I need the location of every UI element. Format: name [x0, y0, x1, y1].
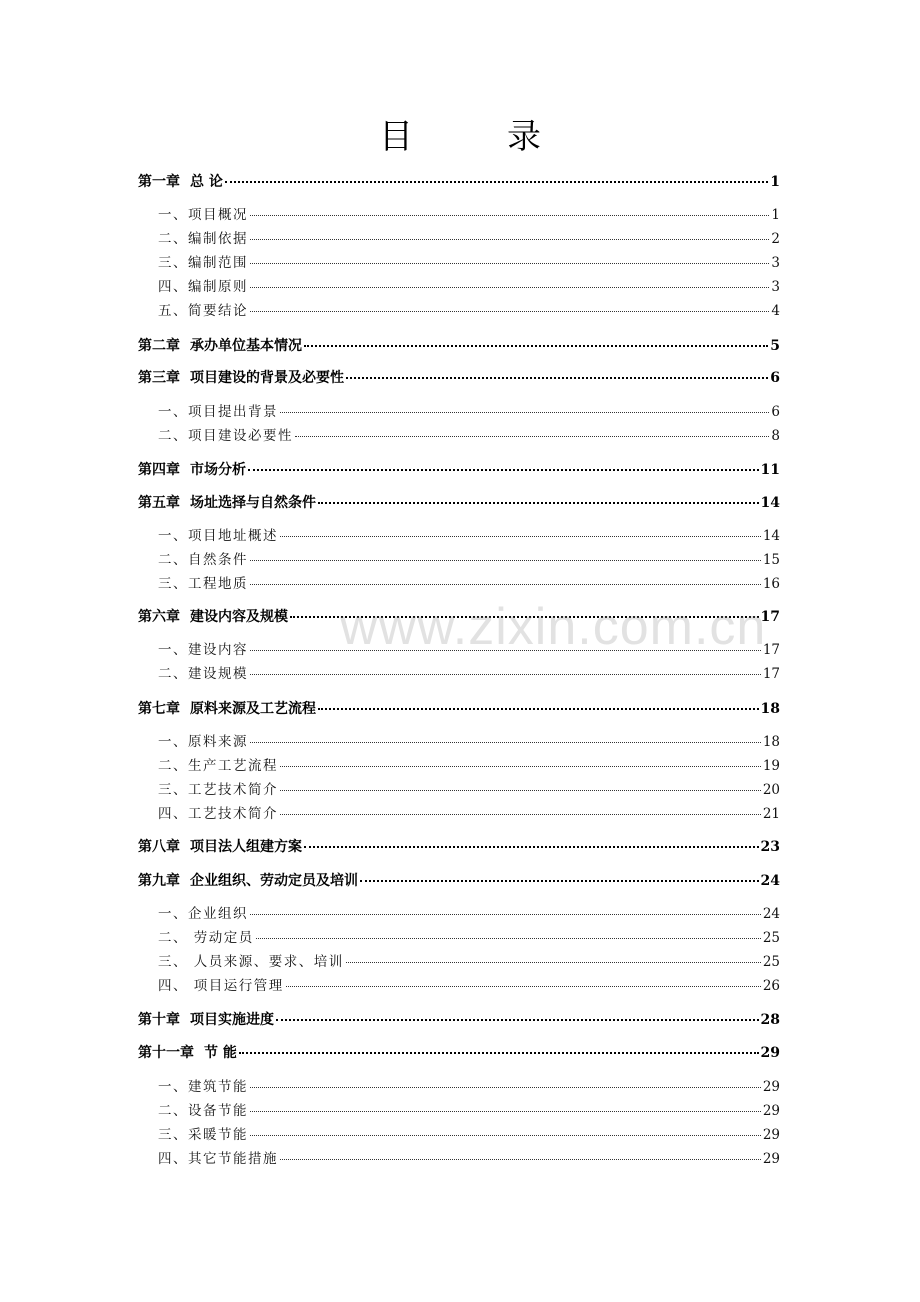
- chapter-number: 第七章: [138, 701, 180, 717]
- toc-section[interactable]: [138, 780, 780, 800]
- dot-leader: [250, 262, 769, 264]
- dot-leader: [250, 238, 769, 240]
- dot-leader: [290, 615, 759, 618]
- page-number: 29: [762, 1079, 780, 1095]
- toc-section[interactable]: [138, 1149, 780, 1169]
- toc-chapter-2[interactable]: [138, 336, 780, 356]
- toc-section[interactable]: [138, 976, 780, 996]
- dot-leader: [280, 789, 761, 791]
- page-number: 28: [760, 1012, 780, 1028]
- section-title: 三、工程地质: [158, 576, 248, 592]
- toc-chapter-11[interactable]: [138, 1043, 780, 1063]
- chapter-title: 企业组织、劳动定员及培训: [190, 873, 358, 889]
- toc-section[interactable]: [138, 756, 780, 776]
- page-number: 1: [771, 207, 780, 223]
- page-number: 29: [762, 1103, 780, 1119]
- toc-chapter-8[interactable]: [138, 837, 780, 857]
- section-title: 二、自然条件: [158, 552, 248, 568]
- toc-section[interactable]: [138, 640, 780, 660]
- section-title: 三、采暖节能: [158, 1127, 248, 1143]
- page-title: 目 录: [379, 117, 571, 157]
- dot-leader: [280, 813, 761, 815]
- toc-section[interactable]: [138, 301, 780, 321]
- dot-leader: [248, 468, 759, 471]
- toc-chapter-6[interactable]: [138, 607, 780, 627]
- dot-leader: [250, 214, 769, 216]
- section-title: 三、 人员来源、要求、培训: [158, 954, 344, 970]
- page-number: 20: [762, 782, 780, 798]
- toc-section[interactable]: [138, 205, 780, 225]
- toc-chapter-9[interactable]: [138, 871, 780, 891]
- chapter-number: 第十章: [138, 1012, 180, 1028]
- page-number: 8: [771, 428, 780, 444]
- chapter-title: 项目法人组建方案: [190, 839, 302, 855]
- page-number: 18: [760, 701, 780, 717]
- chapter-title: 承办单位基本情况: [190, 338, 302, 354]
- dot-leader: [250, 649, 761, 651]
- dot-leader: [225, 180, 768, 183]
- section-title: 一、原料来源: [158, 734, 248, 750]
- page-number: 6: [771, 404, 780, 420]
- toc-section[interactable]: [138, 550, 780, 570]
- section-title: 一、项目提出背景: [158, 404, 278, 420]
- dot-leader: [286, 985, 761, 987]
- dot-leader: [280, 535, 761, 537]
- toc-section[interactable]: [138, 426, 780, 446]
- page-number: 3: [771, 279, 780, 295]
- toc-section[interactable]: [138, 952, 780, 972]
- dot-leader: [250, 741, 761, 743]
- page-number: 18: [762, 734, 780, 750]
- dot-leader: [304, 344, 768, 347]
- dot-leader: [346, 961, 761, 963]
- dot-leader: [280, 765, 761, 767]
- section-title: 二、 劳动定员: [158, 930, 254, 946]
- toc-section[interactable]: [138, 574, 780, 594]
- toc-chapter-1[interactable]: [138, 172, 780, 192]
- chapter-number: 第五章: [138, 495, 180, 511]
- chapter-title: 总 论: [190, 174, 223, 190]
- chapter-title: 建设内容及规模: [190, 609, 288, 625]
- chapter-title: 场址选择与自然条件: [190, 495, 316, 511]
- toc-section[interactable]: [138, 229, 780, 249]
- section-title: 二、建设规模: [158, 666, 248, 682]
- page-number: 25: [762, 930, 780, 946]
- page-number: 1: [770, 174, 780, 190]
- section-title: 五、简要结论: [158, 303, 248, 319]
- chapter-title: 项目建设的背景及必要性: [190, 370, 344, 386]
- page-number: 11: [760, 462, 780, 478]
- toc-chapter-10[interactable]: [138, 1010, 780, 1030]
- toc-section[interactable]: [138, 732, 780, 752]
- chapter-number: 第十一章: [138, 1045, 194, 1061]
- dot-leader: [280, 411, 769, 413]
- section-title: 二、设备节能: [158, 1103, 248, 1119]
- page-number: 17: [762, 642, 780, 658]
- dot-leader: [250, 1086, 761, 1088]
- toc-chapter-5[interactable]: [138, 493, 780, 513]
- section-title: 二、项目建设必要性: [158, 428, 293, 444]
- page-number: 4: [771, 303, 780, 319]
- dot-leader: [250, 673, 761, 675]
- section-title: 四、编制原则: [158, 279, 248, 295]
- toc-chapter-3[interactable]: [138, 368, 780, 388]
- toc-section[interactable]: [138, 402, 780, 422]
- toc-section[interactable]: [138, 1077, 780, 1097]
- page-number: 2: [771, 231, 780, 247]
- dot-leader: [304, 845, 759, 848]
- dot-leader: [250, 286, 769, 288]
- page-number: 14: [760, 495, 780, 511]
- page-number: 17: [762, 666, 780, 682]
- section-title: 四、其它节能措施: [158, 1151, 278, 1167]
- toc-section[interactable]: [138, 277, 780, 297]
- section-title: 二、生产工艺流程: [158, 758, 278, 774]
- chapter-title: 市场分析: [190, 462, 246, 478]
- chapter-title: 节 能: [204, 1045, 237, 1061]
- page-number: 29: [762, 1127, 780, 1143]
- page-number: 6: [770, 370, 780, 386]
- dot-leader: [250, 913, 761, 915]
- chapter-number: 第二章: [138, 338, 180, 354]
- section-title: 四、 项目运行管理: [158, 978, 284, 994]
- page-number: 26: [762, 978, 780, 994]
- section-title: 一、企业组织: [158, 906, 248, 922]
- section-title: 三、编制范围: [158, 255, 248, 271]
- page-number: 23: [760, 839, 780, 855]
- section-title: 一、建设内容: [158, 642, 248, 658]
- section-title: 一、项目地址概述: [158, 528, 278, 544]
- toc-section[interactable]: [138, 1101, 780, 1121]
- page-number: 3: [771, 255, 780, 271]
- page-number: 25: [762, 954, 780, 970]
- toc-section[interactable]: [138, 526, 780, 546]
- chapter-number: 第一章: [138, 174, 180, 190]
- page-number: 21: [762, 806, 780, 822]
- section-title: 一、项目概况: [158, 207, 248, 223]
- page-number: 16: [762, 576, 780, 592]
- section-title: 一、建筑节能: [158, 1079, 248, 1095]
- toc-chapter-7[interactable]: [138, 699, 780, 719]
- dot-leader: [318, 707, 759, 710]
- page-number: 29: [762, 1151, 780, 1167]
- page-number: 24: [762, 906, 780, 922]
- chapter-number: 第三章: [138, 370, 180, 386]
- section-title: 三、工艺技术简介: [158, 782, 278, 798]
- page-number: 17: [760, 609, 780, 625]
- dot-leader: [346, 376, 768, 379]
- dot-leader: [256, 937, 761, 939]
- dot-leader: [295, 435, 769, 437]
- chapter-number: 第九章: [138, 873, 180, 889]
- toc-section[interactable]: [138, 804, 780, 824]
- dot-leader: [250, 310, 769, 312]
- page-number: 29: [760, 1045, 780, 1061]
- dot-leader: [276, 1018, 759, 1021]
- toc-section[interactable]: [138, 904, 780, 924]
- dot-leader: [250, 559, 761, 561]
- page-number: 19: [762, 758, 780, 774]
- page-number: 5: [770, 338, 780, 354]
- chapter-number: 第六章: [138, 609, 180, 625]
- toc-section[interactable]: [138, 928, 780, 948]
- dot-leader: [280, 1158, 761, 1160]
- dot-leader: [250, 583, 761, 585]
- section-title: 二、编制依据: [158, 231, 248, 247]
- dot-leader: [360, 879, 759, 882]
- toc-section[interactable]: [138, 1125, 780, 1145]
- toc-chapter-4[interactable]: [138, 460, 780, 480]
- chapter-title: 原料来源及工艺流程: [190, 701, 316, 717]
- chapter-title: 项目实施进度: [190, 1012, 274, 1028]
- toc-section[interactable]: [138, 664, 780, 684]
- dot-leader: [318, 501, 759, 504]
- dot-leader: [250, 1110, 761, 1112]
- section-title: 四、工艺技术简介: [158, 806, 278, 822]
- chapter-number: 第四章: [138, 462, 180, 478]
- chapter-number: 第八章: [138, 839, 180, 855]
- toc-section[interactable]: [138, 253, 780, 273]
- dot-leader: [250, 1134, 761, 1136]
- watermark-text: www.zixin.com.cn: [340, 598, 767, 656]
- page-number: 15: [762, 552, 780, 568]
- page-number: 24: [760, 873, 780, 889]
- page-number: 14: [762, 528, 780, 544]
- dot-leader: [239, 1051, 759, 1054]
